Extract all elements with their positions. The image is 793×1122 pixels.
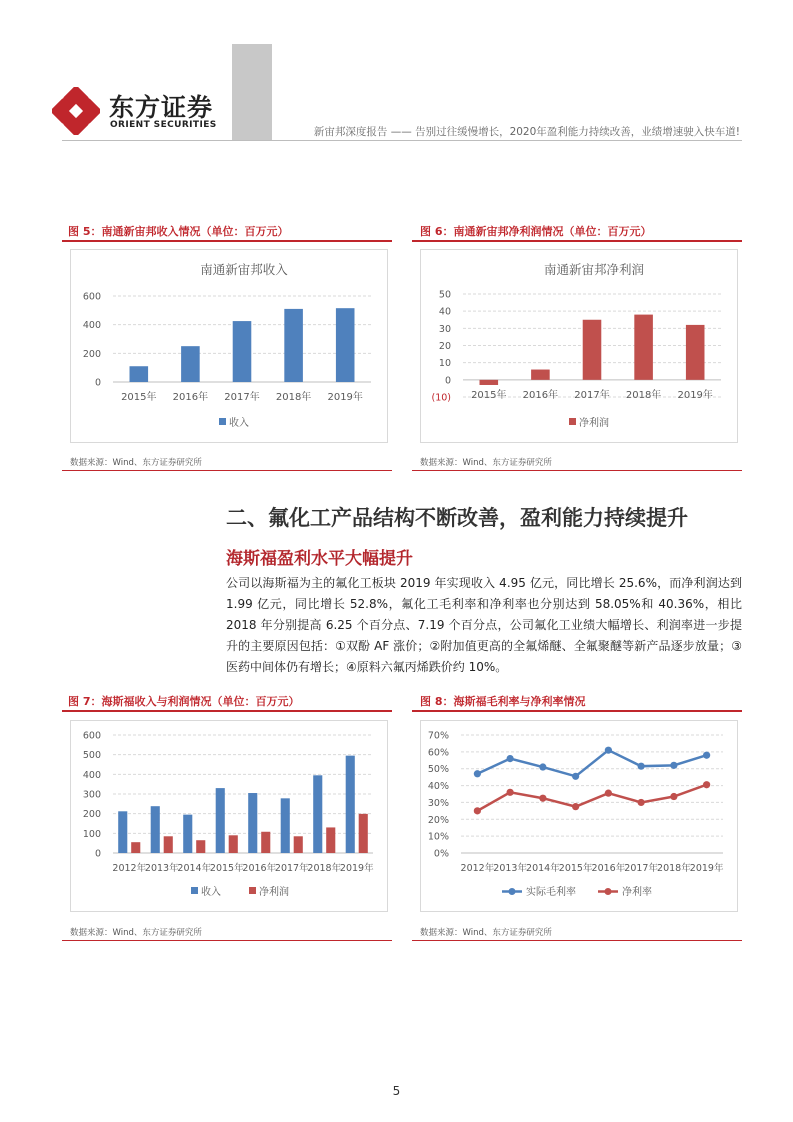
fig5-source: 数据来源：Wind、东方证券研究所 (70, 458, 202, 468)
bar-收入 (216, 788, 225, 853)
x-tick-label: 2016年 (172, 392, 209, 403)
x-tick-label: 2016年 (522, 390, 559, 401)
header-decor-block (232, 44, 272, 140)
y-tick-label: 600 (82, 730, 101, 742)
fig8-source: 数据来源：Wind、东方证券研究所 (420, 928, 552, 938)
bar-净利润 (131, 842, 140, 853)
y-tick-label: 0 (444, 375, 451, 387)
legend-marker (605, 888, 612, 895)
chart-title: 南通新宙邦收入 (200, 262, 288, 277)
logo-chinese-name: 东方证券 (109, 93, 214, 122)
y-tick-label: 200 (82, 348, 101, 360)
bar-净利润 (164, 836, 173, 853)
y-tick-label: 20 (438, 341, 451, 352)
point-实际毛利率 (539, 763, 546, 770)
point-净利率 (670, 793, 677, 800)
y-tick-label: 400 (82, 320, 101, 332)
fig6-chart (420, 249, 738, 443)
legend-swatch (569, 418, 576, 425)
y-tick-label: 10% (427, 831, 449, 843)
bar-收入 (151, 806, 160, 853)
bar-净利润 (686, 325, 705, 380)
x-tick-label: 2017年 (624, 863, 658, 874)
y-tick-label: 40% (427, 781, 449, 793)
x-tick-label: 2013年 (144, 863, 179, 874)
x-tick-label: 2018年 (657, 863, 691, 874)
x-tick-label: 2019年 (327, 392, 363, 403)
y-tick-label: 30 (438, 323, 451, 335)
fig5-top-rule (62, 240, 392, 242)
x-tick-label: 2014年 (526, 863, 560, 874)
y-tick-label: 300 (82, 789, 101, 801)
bar-净利润 (294, 836, 303, 853)
fig8-title: 图 8：海斯福毛利率与净利率情况 (420, 695, 586, 708)
x-tick-label: 2017年 (224, 392, 260, 403)
legend-swatch (219, 418, 226, 425)
fig7-title: 图 7：海斯福收入与利润情况（单位：百万元） (68, 695, 300, 708)
fig6-top-rule (412, 240, 742, 242)
y-tick-label: 100 (82, 828, 101, 840)
point-实际毛利率 (638, 763, 645, 770)
y-tick-label: 10 (438, 358, 451, 370)
x-tick-label: 2015年 (209, 863, 244, 874)
x-tick-label: 2019年 (339, 863, 374, 874)
legend-label: 净利润 (259, 887, 289, 898)
y-tick-label: (10) (431, 392, 451, 404)
report-header-title: 新宙邦深度报告 —— 告别过往缓慢增长，2020年盈利能力持续改善，业绩增速驶入快车道! (313, 126, 740, 138)
y-tick-label: 0% (433, 848, 449, 860)
bar-收入 (118, 811, 127, 853)
fig7-top-rule (62, 710, 392, 712)
fig7-bottom-rule (62, 940, 392, 941)
fig7-chart (70, 720, 388, 912)
legend-label: 净利润 (579, 418, 609, 429)
y-tick-label: 50 (438, 289, 451, 301)
legend-label: 净利率 (622, 887, 652, 898)
fig7-source: 数据来源：Wind、东方证券研究所 (70, 928, 202, 938)
header-divider (62, 140, 742, 141)
fig8-top-rule (412, 710, 742, 712)
fig5-bottom-rule (62, 470, 392, 471)
x-tick-label: 2016年 (242, 863, 277, 874)
y-tick-label: 30% (427, 797, 449, 809)
point-净利率 (638, 799, 645, 806)
y-tick-label: 0 (94, 848, 101, 860)
fig8-bottom-rule (412, 940, 742, 941)
point-净利率 (703, 781, 710, 788)
legend-swatch (249, 887, 256, 894)
point-实际毛利率 (572, 773, 579, 780)
legend-label: 收入 (201, 887, 221, 898)
legend-marker (509, 888, 516, 895)
point-实际毛利率 (605, 747, 612, 754)
point-净利率 (572, 803, 579, 810)
x-tick-label: 2015年 (558, 863, 593, 874)
x-tick-label: 2015年 (471, 390, 507, 401)
bar-净利润 (229, 835, 238, 853)
point-实际毛利率 (670, 762, 677, 769)
y-tick-label: 400 (82, 769, 101, 781)
x-tick-label: 2017年 (274, 863, 309, 874)
bar-净利润 (480, 380, 499, 385)
bar-净利润 (583, 320, 602, 380)
page-number: 5 (392, 1084, 401, 1098)
point-实际毛利率 (507, 755, 514, 762)
bar-收入 (281, 798, 290, 853)
bar-收入 (130, 366, 149, 382)
x-tick-label: 2016年 (591, 863, 626, 874)
x-tick-label: 2012年 (112, 863, 147, 874)
bar-净利润 (261, 832, 270, 853)
chart-title: 南通新宙邦净利润 (543, 262, 645, 277)
point-净利率 (507, 789, 514, 796)
fig6-bottom-rule (412, 470, 742, 471)
bar-收入 (248, 793, 257, 853)
x-tick-label: 2012年 (460, 863, 495, 874)
x-tick-label: 2019年 (677, 390, 713, 401)
bar-收入 (313, 775, 322, 853)
fig6-title: 图 6：南通新宙邦净利润情况（单位：百万元） (420, 225, 652, 238)
point-净利率 (539, 795, 546, 802)
x-tick-label: 2018年 (275, 392, 312, 403)
point-实际毛利率 (474, 770, 481, 777)
point-实际毛利率 (703, 752, 710, 759)
orient-logo-icon (52, 87, 100, 135)
y-tick-label: 200 (82, 809, 101, 821)
y-tick-label: 500 (82, 750, 101, 762)
fig5-chart (70, 249, 388, 443)
point-净利率 (605, 790, 612, 797)
bar-净利润 (634, 315, 653, 380)
x-tick-label: 2019年 (689, 863, 724, 874)
bar-收入 (336, 308, 355, 382)
logo-english-name: ORIENT SECURITIES (110, 120, 217, 130)
y-tick-label: 70% (427, 730, 449, 742)
bar-收入 (181, 346, 200, 382)
fig6-source: 数据来源：Wind、东方证券研究所 (420, 458, 552, 468)
bar-净利润 (531, 370, 550, 380)
point-净利率 (474, 807, 481, 814)
x-tick-label: 2018年 (625, 390, 662, 401)
legend-swatch (191, 887, 198, 894)
bar-收入 (233, 321, 252, 382)
section-paragraph: 公司以海斯福为主的氟化工板块 2019 年实现收入 4.95 亿元，同比增长 25.6%，而净利润达到 1.99 亿元，同比增长 52.8%，氟化工毛利率和净利率也分别达到 58.05%和 40.36%，相比 2018 年分别提高 6.25 个百分点、7.19 个百分点，公司氟化工业绩大幅增长、利润率进一步提升的主要原因包括：①双酚 AF 涨价；②附加值更高的全氟烯醚、全氟聚醚等新产品逐步放量；③医药中间体仍有增长；④原料六氟丙烯跌价约 10%。 (226, 576, 742, 674)
x-tick-label: 2017年 (574, 390, 610, 401)
fig8-chart (420, 720, 738, 912)
x-tick-label: 2013年 (493, 863, 527, 874)
legend-label: 实际毛利率 (526, 887, 576, 898)
bar-收入 (346, 756, 355, 853)
fig5-title: 图 5：南通新宙邦收入情况（单位：百万元） (68, 225, 289, 238)
y-tick-label: 50% (427, 764, 449, 776)
y-tick-label: 40 (438, 306, 451, 318)
y-tick-label: 60% (427, 747, 449, 759)
x-tick-label: 2018年 (307, 863, 342, 874)
bar-收入 (284, 309, 303, 382)
legend-label: 收入 (229, 418, 249, 429)
y-tick-label: 20% (427, 814, 449, 826)
x-tick-label: 2014年 (177, 863, 212, 874)
bar-净利润 (326, 827, 335, 853)
x-tick-label: 2015年 (121, 392, 157, 403)
bar-净利润 (196, 840, 205, 853)
section-title: 二、氟化工产品结构不断改善，盈利能力持续提升 (226, 506, 688, 530)
y-tick-label: 0 (94, 377, 101, 389)
section-subtitle: 海斯福盈利水平大幅提升 (226, 549, 413, 569)
y-tick-label: 600 (82, 291, 101, 303)
bar-收入 (183, 815, 192, 853)
bar-净利润 (359, 814, 368, 853)
